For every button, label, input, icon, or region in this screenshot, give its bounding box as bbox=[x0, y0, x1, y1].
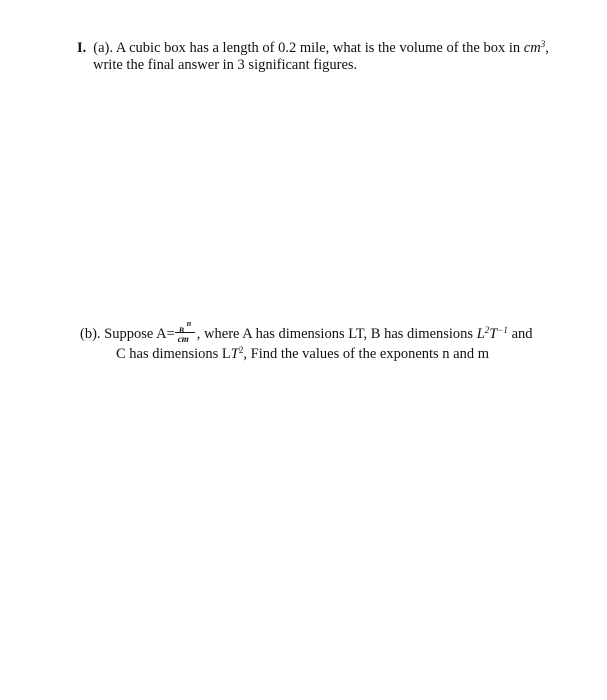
question-b-line2-end: , Find the values of the exponents n and m bbox=[243, 346, 490, 362]
unit-exponent: 3 bbox=[540, 39, 546, 49]
question-a-line1-text: (a). A cubic box has a length of 0.2 mile, what is the volume of the box in bbox=[93, 40, 521, 56]
volume-unit bbox=[524, 40, 545, 56]
b-dim-t: T bbox=[489, 326, 498, 342]
b-dim-t-exp: −1 bbox=[497, 325, 508, 335]
question-b-prefix: (b). Suppose A= bbox=[80, 326, 175, 342]
b-dim-l: L bbox=[476, 326, 485, 342]
b-dim-l-exp: 2 bbox=[484, 325, 490, 335]
question-a bbox=[77, 40, 577, 74]
fraction-denominator: cm bbox=[177, 334, 189, 344]
question-a-comma: , bbox=[545, 40, 549, 56]
question-b-line2-start: C has dimensions L bbox=[116, 346, 231, 362]
b-dimensions bbox=[477, 326, 508, 342]
fraction-exponent: n bbox=[186, 319, 192, 328]
and-word: and bbox=[511, 326, 533, 342]
fraction-numerator: B bbox=[178, 326, 185, 335]
question-number: I. bbox=[77, 40, 87, 56]
c-dim-t: T bbox=[230, 346, 239, 362]
question-b bbox=[80, 318, 580, 363]
unit-base: cm bbox=[523, 40, 541, 56]
question-b-line2 bbox=[80, 346, 580, 363]
question-b-after-fraction: , where A has dimensions LT, B has dimensions bbox=[196, 326, 474, 342]
question-a-line2: write the final answer in 3 significant figures. bbox=[93, 57, 358, 73]
fraction-expression bbox=[175, 318, 197, 344]
c-dim-t-exp: 2 bbox=[238, 345, 244, 355]
